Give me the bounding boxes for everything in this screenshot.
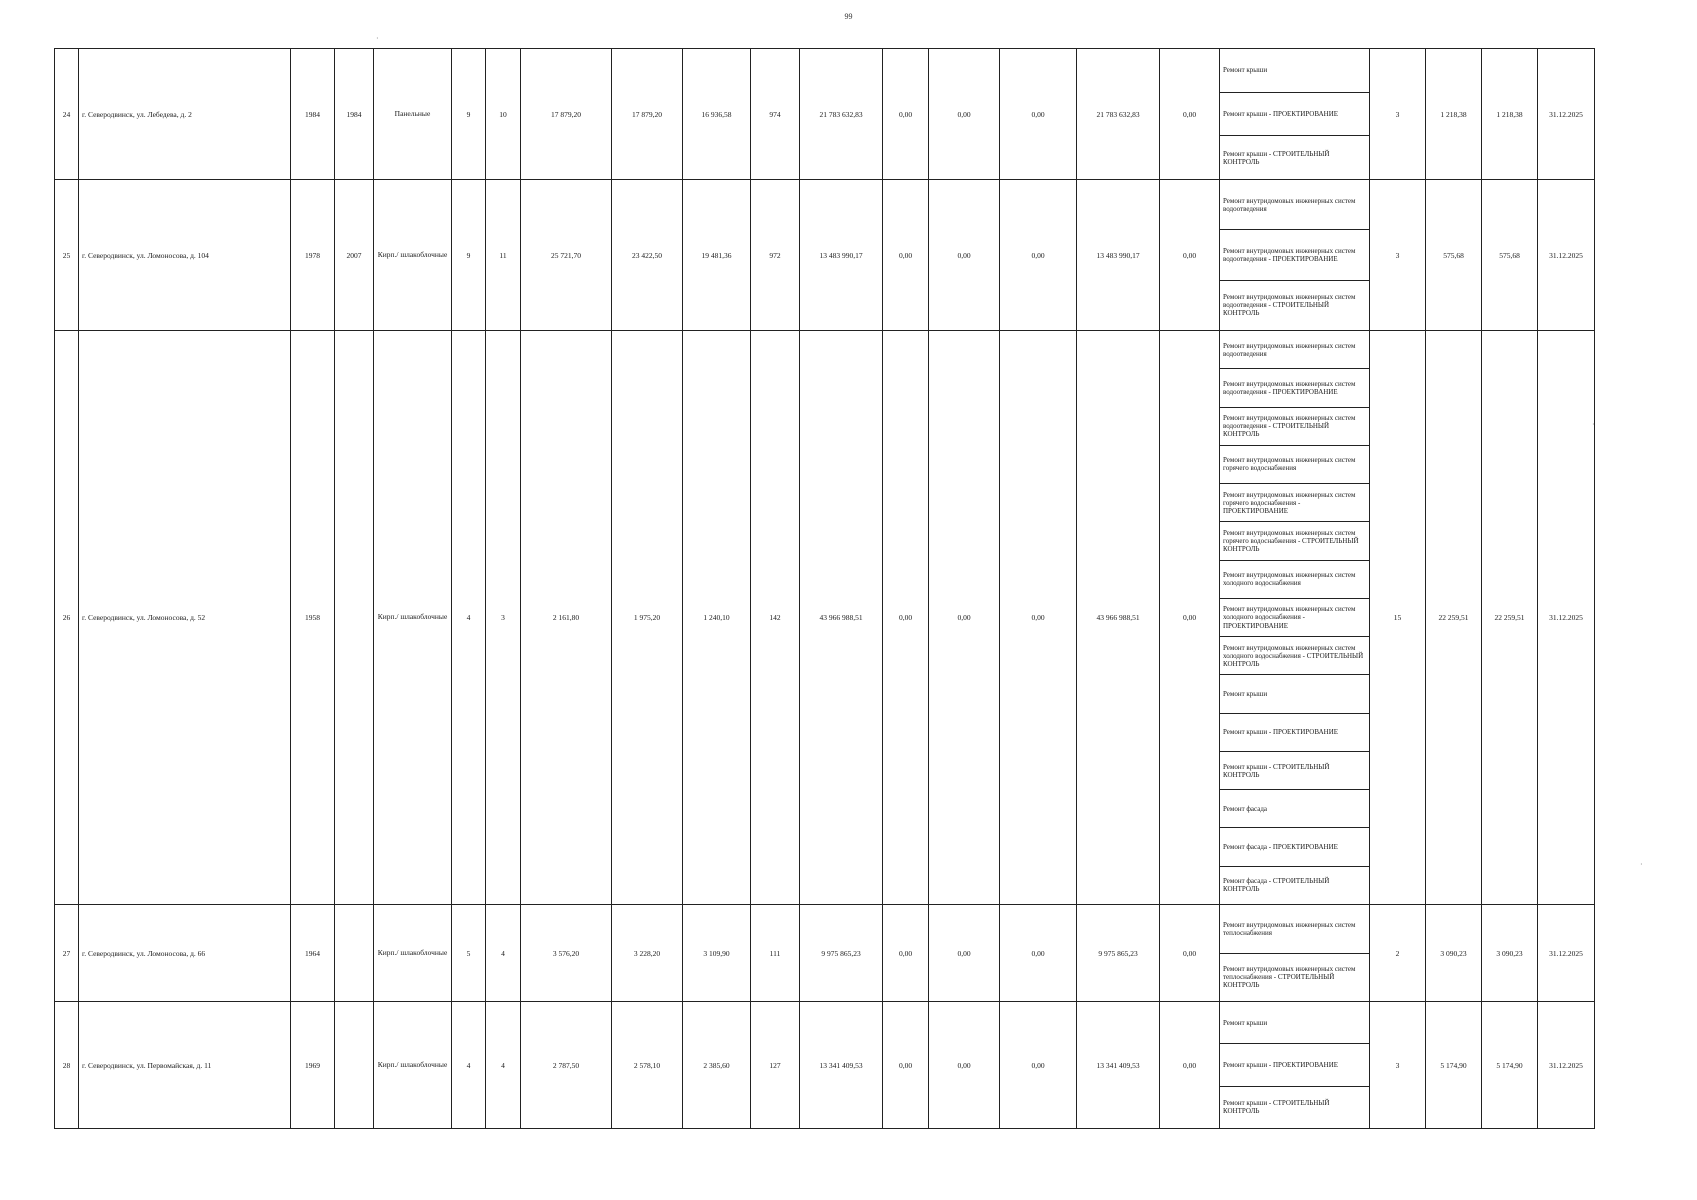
works-count-cell: 3 (1370, 49, 1426, 180)
deadline-cell: 31.12.2025 (1538, 49, 1595, 180)
works-list (1220, 905, 1370, 1002)
row-number: 28 (55, 1002, 79, 1129)
total-area-cell: 2 787,50 (521, 1002, 612, 1129)
wall-material-cell: Кирп./ шлакоблочные (374, 905, 452, 1002)
table-row (55, 1002, 1595, 1129)
address-cell: г. Северодвинск, ул. Ломоносова, д. 66 (79, 905, 291, 1002)
work-item: Ремонт фасада (1220, 790, 1369, 828)
work-item: Ремонт крыши (1220, 1002, 1369, 1044)
cost-total-cell: 9 975 865,23 (800, 905, 883, 1002)
work-item: Ремонт внутридомовых инженерных систем горячего водоснабжения (1220, 446, 1369, 484)
work-item: Ремонт крыши - ПРОЕКТИРОВАНИЕ (1220, 93, 1369, 137)
residents-cell: 972 (751, 180, 800, 331)
cost-local-cell: 0,00 (1000, 1002, 1077, 1129)
unit-cost-cell: 22 259,51 (1426, 331, 1482, 905)
total-area-cell: 3 576,20 (521, 905, 612, 1002)
table-row (55, 331, 1595, 905)
total-area-cell: 2 161,80 (521, 331, 612, 905)
work-item: Ремонт крыши (1220, 675, 1369, 713)
works-count-cell: 15 (1370, 331, 1426, 905)
area-residential-cell: 16 936,58 (683, 49, 751, 180)
work-item: Ремонт внутридомовых инженерных систем горячего водоснабжения - СТРОИТЕЛЬНЫЙ КОНТРОЛЬ (1220, 522, 1369, 560)
work-item: Ремонт внутридомовых инженерных систем водоотведения (1220, 331, 1369, 369)
entrances-cell: 4 (486, 1002, 521, 1129)
cost-owners-cell: 9 975 865,23 (1077, 905, 1160, 1002)
year-overhaul-cell (335, 1002, 374, 1129)
works-list (1220, 1002, 1370, 1129)
cost-local-cell: 0,00 (1000, 331, 1077, 905)
work-item: Ремонт внутридомовых инженерных систем теплоснабжения - СТРОИТЕЛЬНЫЙ КОНТРОЛЬ (1223, 965, 1356, 990)
address-cell: г. Северодвинск, ул. Ломоносова, д. 52 (79, 331, 291, 905)
works-count-cell: 3 (1370, 180, 1426, 331)
deadline-cell: 31.12.2025 (1538, 180, 1595, 331)
work-item: Ремонт крыши - СТРОИТЕЛЬНЫЙ КОНТРОЛЬ (1220, 752, 1369, 790)
wall-material-cell: Кирп./ шлакоблочные (374, 331, 452, 905)
work-item: Ремонт внутридомовых инженерных систем водоотведения - СТРОИТЕЛЬНЫЙ КОНТРОЛЬ (1220, 408, 1369, 446)
work-item: Ремонт внутридомовых инженерных систем водоотведения - СТРОИТЕЛЬНЫЙ КОНТРОЛЬ (1223, 293, 1356, 318)
cost-federal-cell: 0,00 (883, 905, 929, 1002)
deadline-cell: 31.12.2025 (1538, 905, 1595, 1002)
wall-material-cell: Кирп./ шлакоблочные (374, 1002, 452, 1129)
floors-cell: 5 (452, 905, 486, 1002)
cost-federal-cell: 0,00 (883, 1002, 929, 1129)
year-built-cell: 1984 (291, 49, 335, 180)
work-item: Ремонт внутридомовых инженерных систем водоотведения - ПРОЕКТИРОВАНИЕ (1220, 369, 1369, 407)
unit-cost-limit-cell: 3 090,23 (1482, 905, 1538, 1002)
work-item: Ремонт внутридомовых инженерных систем водоотведения (1220, 180, 1369, 230)
cost-total-cell: 13 341 409,53 (800, 1002, 883, 1129)
unit-cost-limit-cell: 1 218,38 (1482, 49, 1538, 180)
cost-other-cell: 0,00 (1160, 905, 1220, 1002)
total-area-cell: 25 721,70 (521, 180, 612, 331)
area-all-cell: 17 879,20 (612, 49, 683, 180)
works-list (1220, 49, 1370, 180)
works-count-cell: 3 (1370, 1002, 1426, 1129)
floors-cell: 9 (452, 49, 486, 180)
entrances-cell: 4 (486, 905, 521, 1002)
works-count-cell: 2 (1370, 905, 1426, 1002)
wall-material-cell: Панельные (374, 49, 452, 180)
cost-regional-cell: 0,00 (929, 49, 1000, 180)
area-residential-cell: 2 385,60 (683, 1002, 751, 1129)
floors-cell: 4 (452, 331, 486, 905)
address-cell: г. Северодвинск, ул. Лебедева, д. 2 (79, 49, 291, 180)
work-item: Ремонт крыши - СТРОИТЕЛЬНЫЙ КОНТРОЛЬ (1223, 1099, 1330, 1116)
cost-federal-cell: 0,00 (883, 49, 929, 180)
unit-cost-cell: 5 174,90 (1426, 1002, 1482, 1129)
unit-cost-limit-cell: 575,68 (1482, 180, 1538, 331)
year-built-cell: 1978 (291, 180, 335, 331)
row-number: 24 (55, 49, 79, 180)
row-number: 26 (55, 331, 79, 905)
work-item: Ремонт крыши - СТРОИТЕЛЬНЫЙ КОНТРОЛЬ (1223, 149, 1330, 166)
table-row (55, 905, 1595, 1002)
total-area-cell: 17 879,20 (521, 49, 612, 180)
cost-other-cell: 0,00 (1160, 180, 1220, 331)
cost-owners-cell: 13 341 409,53 (1077, 1002, 1160, 1129)
cost-regional-cell: 0,00 (929, 331, 1000, 905)
work-item: Ремонт внутридомовых инженерных систем холодного водоснабжения - СТРОИТЕЛЬНЫЙ КОНТРОЛЬ (1220, 637, 1369, 675)
row-number: 27 (55, 905, 79, 1002)
page-number: 99 (844, 12, 853, 21)
cost-total-cell: 43 966 988,51 (800, 331, 883, 905)
cost-owners-cell: 21 783 632,83 (1077, 49, 1160, 180)
area-all-cell: 2 578,10 (612, 1002, 683, 1129)
residents-cell: 111 (751, 905, 800, 1002)
cost-federal-cell: 0,00 (883, 180, 929, 331)
residents-cell: 974 (751, 49, 800, 180)
entrances-cell: 10 (486, 49, 521, 180)
row-number: 25 (55, 180, 79, 331)
floors-cell: 9 (452, 180, 486, 331)
cost-owners-cell: 43 966 988,51 (1077, 331, 1160, 905)
address-cell: г. Северодвинск, ул. Первомайская, д. 11 (79, 1002, 291, 1129)
year-built-cell: 1958 (291, 331, 335, 905)
work-item: Ремонт крыши - ПРОЕКТИРОВАНИЕ (1220, 714, 1369, 752)
year-overhaul-cell: 1984 (335, 49, 374, 180)
entrances-cell: 11 (486, 180, 521, 331)
table-row (55, 49, 1595, 180)
work-item: Ремонт крыши (1220, 49, 1369, 93)
cost-federal-cell: 0,00 (883, 331, 929, 905)
cost-local-cell: 0,00 (1000, 49, 1077, 180)
wall-material-cell: Кирп./ шлакоблочные (374, 180, 452, 331)
works-list (1220, 180, 1370, 331)
cost-total-cell: 21 783 632,83 (800, 49, 883, 180)
year-overhaul-cell (335, 331, 374, 905)
residents-cell: 142 (751, 331, 800, 905)
cost-local-cell: 0,00 (1000, 180, 1077, 331)
work-item: Ремонт внутридомовых инженерных систем теплоснабжения (1220, 905, 1369, 954)
unit-cost-cell: 575,68 (1426, 180, 1482, 331)
table-row (55, 180, 1595, 331)
year-built-cell: 1969 (291, 1002, 335, 1129)
work-item: Ремонт внутридомовых инженерных систем горячего водоснабжения - ПРОЕКТИРОВАНИЕ (1220, 484, 1369, 522)
scan-mark: · (376, 34, 379, 43)
scan-mark: · (1592, 420, 1595, 429)
entrances-cell: 3 (486, 331, 521, 905)
year-built-cell: 1964 (291, 905, 335, 1002)
year-overhaul-cell: 2007 (335, 180, 374, 331)
work-item: Ремонт внутридомовых инженерных систем водоотведения - ПРОЕКТИРОВАНИЕ (1220, 230, 1369, 280)
cost-total-cell: 13 483 990,17 (800, 180, 883, 331)
cost-regional-cell: 0,00 (929, 1002, 1000, 1129)
work-item: Ремонт крыши - ПРОЕКТИРОВАНИЕ (1220, 1044, 1369, 1086)
overhaul-program-table (54, 48, 1595, 1129)
area-all-cell: 1 975,20 (612, 331, 683, 905)
cost-regional-cell: 0,00 (929, 905, 1000, 1002)
area-all-cell: 3 228,20 (612, 905, 683, 1002)
area-residential-cell: 3 109,90 (683, 905, 751, 1002)
works-list (1220, 331, 1370, 905)
cost-other-cell: 0,00 (1160, 331, 1220, 905)
cost-other-cell: 0,00 (1160, 49, 1220, 180)
residents-cell: 127 (751, 1002, 800, 1129)
area-residential-cell: 1 240,10 (683, 331, 751, 905)
deadline-cell: 31.12.2025 (1538, 1002, 1595, 1129)
area-residential-cell: 19 481,36 (683, 180, 751, 331)
cost-local-cell: 0,00 (1000, 905, 1077, 1002)
cost-regional-cell: 0,00 (929, 180, 1000, 331)
deadline-cell: 31.12.2025 (1538, 331, 1595, 905)
floors-cell: 4 (452, 1002, 486, 1129)
work-item: Ремонт фасада - СТРОИТЕЛЬНЫЙ КОНТРОЛЬ (1223, 877, 1330, 894)
unit-cost-limit-cell: 5 174,90 (1482, 1002, 1538, 1129)
unit-cost-limit-cell: 22 259,51 (1482, 331, 1538, 905)
cost-owners-cell: 13 483 990,17 (1077, 180, 1160, 331)
work-item: Ремонт внутридомовых инженерных систем холодного водоснабжения (1220, 561, 1369, 599)
work-item: Ремонт фасада - ПРОЕКТИРОВАНИЕ (1220, 828, 1369, 866)
unit-cost-cell: 3 090,23 (1426, 905, 1482, 1002)
cost-other-cell: 0,00 (1160, 1002, 1220, 1129)
address-cell: г. Северодвинск, ул. Ломоносова, д. 104 (79, 180, 291, 331)
scan-mark: · (1640, 860, 1643, 869)
area-all-cell: 23 422,50 (612, 180, 683, 331)
work-item: Ремонт внутридомовых инженерных систем холодного водоснабжения - ПРОЕКТИРОВАНИЕ (1220, 599, 1369, 637)
unit-cost-cell: 1 218,38 (1426, 49, 1482, 180)
year-overhaul-cell (335, 905, 374, 1002)
